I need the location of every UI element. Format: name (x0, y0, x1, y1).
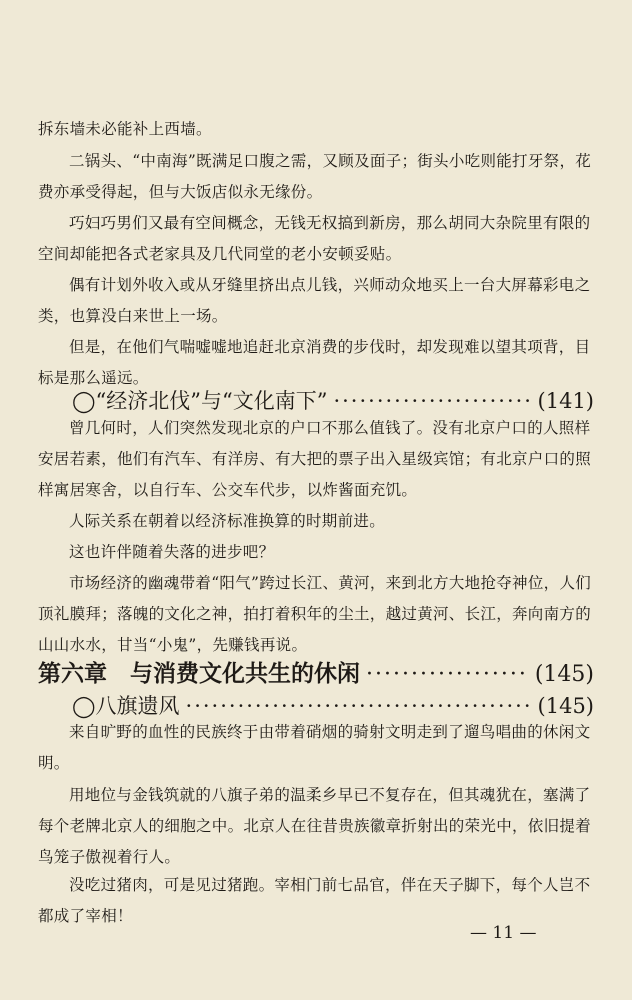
page-number: (145) (537, 694, 594, 718)
dot-leader (333, 389, 531, 413)
section-title: ◯八旗遗风 (72, 694, 180, 718)
paragraph: 来自旷野的血性的民族终于由带着硝烟的骑射文明走到了遛鸟唱曲的休闲文明。 (38, 723, 591, 772)
section-title: ◯“经济北伐”与“文化南下” (72, 389, 328, 413)
paragraph: 市场经济的幽魂带着“阳气”跨过长江、黄河，来到北方大地抢夺神位，人们顶礼膜拜；落魄的文化之神，拍打着积年的尘土，越过黄河、长江，奔向南方的山山水水，甘当“小鬼”，先赚钱再说。 (38, 574, 592, 654)
paragraph: 没吃过猪肉，可是见过猪跑。宰相门前七品官，伴在天子脚下，每个人岂不都成了宰相！ (38, 876, 591, 925)
paragraph: 曾几何时，人们突然发现北京的户口不那么值钱了。没有北京户口的人照样安居若素，他们有汽车、有洋房、有大把的票子出入星级宾馆；有北京户口的照样寓居寒舍，以自行车、公交车代步，以炸酱面充饥。 (38, 419, 592, 499)
paragraph: 人际关系在朝着以经济标准换算的时期前进。 (69, 512, 386, 530)
page-number: (145) (534, 662, 594, 687)
paragraph: 这也许伴随着失落的进步吧？ (69, 543, 275, 561)
chapter-title: 第六章 与消费文化共生的休闲 (38, 661, 360, 687)
paragraph: 偶有计划外收入或从牙缝里挤出点儿钱，兴师动众地买上一台大屏幕彩电之类，也算没白来世上一场。 (38, 276, 591, 325)
toc-entry-chapter (38, 655, 594, 688)
toc-entry-section (72, 385, 594, 415)
page-number: (141) (537, 389, 594, 413)
dot-leader (186, 694, 532, 718)
page-folio: — 11 — (470, 923, 537, 943)
paragraph: 但是，在他们气喘嘘嘘地追赶北京消费的步伐时，却发现难以望其项背，目标是那么遥远。 (38, 338, 591, 387)
paragraph: 巧妇巧男们又最有空间概念，无钱无权搞到新房，那么胡同大杂院里有限的空间却能把各式老家具及几代同堂的老小安顿妥贴。 (38, 214, 591, 263)
paragraph: 拆东墙未必能补上西墙。 (38, 120, 212, 138)
toc-entry-section (72, 690, 594, 720)
paragraph: 用地位与金钱筑就的八旗子弟的温柔乡早已不复存在，但其魂犹在，塞满了每个老牌北京人的细胞之中。北京人在往昔贵族徽章折射出的荣光中，依旧提着鸟笼子傲视着行人。 (38, 786, 592, 866)
paragraph: 二锅头、“中南海”既满足口腹之需，又顾及面子；街头小吃则能打牙祭，花费亦承受得起，但与大饭店似永无缘份。 (38, 152, 592, 201)
dot-leader (366, 662, 529, 687)
